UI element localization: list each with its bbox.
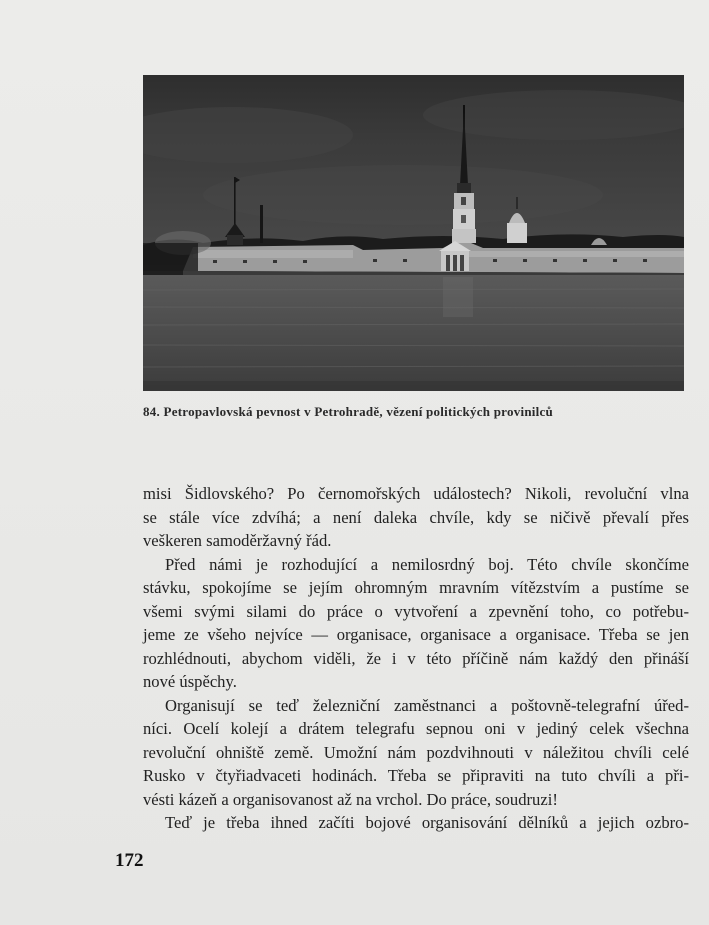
- paragraph-line: veškeren samoděržavný řád.: [143, 531, 332, 550]
- text-line: se stále více zdvíhá; a není daleka chvíle, kdy se ničivě převalí přes: [143, 507, 689, 527]
- fortress-photograph: [143, 75, 684, 391]
- paragraph-line: rozhlédnouti, abychom viděli, že i v této příčině nám každý den přináší: [143, 648, 689, 668]
- paragraph-line: všemi svými silami do práce o vytvoření a zpevnění toho, co potřebu-: [143, 601, 689, 621]
- paragraph-line: Před námi je rozhodující a nemilosrdný boj. Této chvíle skončíme: [165, 554, 689, 574]
- text-line: misi Šidlovského? Po černomořských událostech? Nikoli, revoluční vlna: [143, 484, 689, 503]
- paragraph-line: níci. Ocelí kolejí a drátem telegrafu sepnou oni v jediný celek všechna: [143, 719, 689, 738]
- paragraph-line: vésti kázeň a organisovanost až na vrchol. Do práce, soudruzi!: [143, 789, 558, 809]
- paragraph: [143, 482, 689, 529]
- paragraph-line: revoluční ohniště země. Umožní nám pozdvihnouti v náležitou chvíli celé: [143, 742, 689, 762]
- paragraph-line: Rusko v čtyřiadvaceti hodinách. Třeba se připraviti na tuto chvíli a při-: [143, 766, 689, 785]
- paragraph-line: nové úspěchy.: [143, 672, 237, 691]
- paragraph-line: Teď je třeba ihned začíti bojové organisování dělníků a jejich ozbro-: [165, 813, 689, 832]
- body-text: [143, 482, 689, 835]
- paragraph-line: Organisují se teď železniční zaměstnanci a poštovně-telegrafní úřed-: [165, 695, 689, 715]
- paragraph-line: stávku, spokojíme se jejím ohromným mravním vítězstvím a pustíme se: [143, 578, 689, 597]
- fortress-photo-image: [143, 75, 684, 391]
- paragraph-line: jeme ze všeho nejvíce — organisace, organisace a organisace. Třeba se jen: [143, 625, 689, 644]
- page-number: 172: [115, 850, 144, 871]
- figure-caption: 84. Petropavlovská pevnost v Petrohradě, vězení politických provinilců: [143, 404, 554, 419]
